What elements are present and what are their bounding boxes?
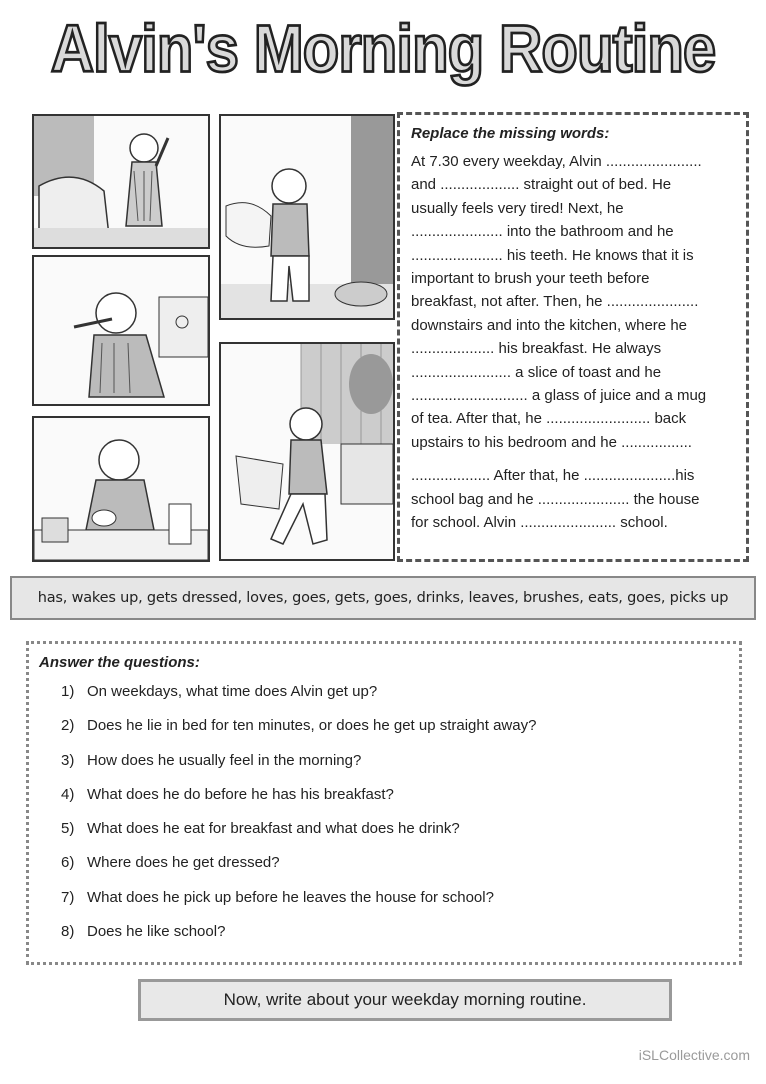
story-line: ........................ a slice of toast and he [411, 363, 662, 381]
question-item [61, 818, 729, 852]
question-number: 2) [61, 717, 75, 735]
panel-breakfast [32, 416, 210, 562]
brushing-teeth-illustration [34, 257, 208, 404]
question-text: What does he do before he has his breakfast? [87, 785, 394, 803]
story-line: school bag and he ...................... the house [411, 490, 700, 508]
question-text: What does he pick up before he leaves the house for school? [87, 888, 494, 906]
question-item [61, 887, 729, 921]
question-list [61, 681, 729, 955]
exercise2-heading: Answer the questions: [39, 654, 200, 671]
question-number: 3) [61, 751, 75, 769]
story-line: .................... his breakfast. He always [411, 340, 662, 358]
story-line: At 7.30 every weekday, Alvin ....................... [411, 153, 702, 170]
question-item [61, 784, 729, 818]
waking-up-illustration [34, 116, 208, 247]
exercise1-heading: Replace the missing words: [411, 125, 610, 142]
panel-getting-dressed [219, 114, 395, 320]
story-line: for school. Alvin ....................... school. [411, 514, 668, 532]
writing-prompt: Now, write about your weekday morning routine. [138, 979, 672, 1021]
story-line: and ................... straight out of bed. He [411, 176, 672, 194]
question-text: Where does he get dressed? [87, 854, 280, 872]
question-item [61, 921, 729, 955]
word-bank: has, wakes up, gets dressed, loves, goes, gets, goes, drinks, leaves, brushes, eats, goes, picks up [10, 576, 756, 620]
question-number: 8) [61, 923, 75, 941]
story-text [411, 150, 736, 535]
question-item [61, 715, 729, 749]
questions-box [26, 641, 742, 965]
panel-brushing-teeth [32, 255, 210, 406]
story-line-blank [411, 454, 736, 464]
story-line: downstairs and into the kitchen, where he [411, 316, 687, 334]
panel-waking-up [32, 114, 210, 249]
question-text: Does he lie in bed for ten minutes, or does he get up straight away? [87, 717, 537, 735]
story-line: ............................ a glass of juice and a mug [411, 387, 707, 405]
question-text: How does he usually feel in the morning? [87, 751, 362, 769]
leaving-for-school-illustration [221, 344, 393, 559]
watermark: iSLCollective.com [638, 1047, 750, 1063]
question-item [61, 852, 729, 886]
question-text: Does he like school? [87, 923, 226, 941]
story-line: ...................... into the bathroom and he [411, 223, 674, 241]
story-line: of tea. After that, he ......................... back [411, 410, 687, 428]
story-line: ................... After that, he ......................his [411, 467, 695, 485]
question-number: 4) [61, 785, 75, 803]
panel-leaving-for-school [219, 342, 395, 561]
story-line: important to brush your teeth before [411, 270, 650, 288]
question-text: What does he eat for breakfast and what does he drink? [87, 820, 460, 838]
getting-dressed-illustration [221, 116, 393, 318]
question-number: 5) [61, 820, 75, 838]
question-number: 7) [61, 888, 75, 906]
breakfast-illustration [34, 418, 208, 560]
question-number: 1) [61, 683, 75, 700]
question-item [61, 750, 729, 784]
question-number: 6) [61, 854, 75, 872]
question-item [61, 681, 729, 715]
worksheet-title: Alvin's Morning Routine [50, 10, 716, 86]
fill-in-the-blanks-box [397, 112, 749, 562]
story-line: upstairs to his bedroom and he ................. [411, 433, 692, 451]
story-line: breakfast, not after. Then, he ...................... [411, 293, 699, 311]
story-line: ...................... his teeth. He knows that it is [411, 246, 694, 264]
question-text: On weekdays, what time does Alvin get up? [87, 683, 378, 700]
story-line: usually feels very tired! Next, he [411, 199, 624, 217]
